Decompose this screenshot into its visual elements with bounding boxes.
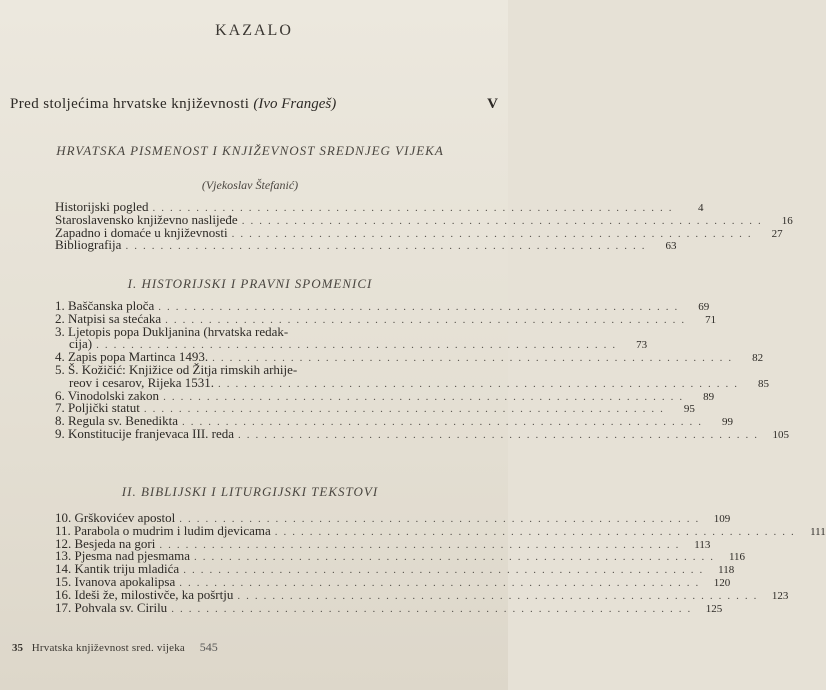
signature-number: 35 xyxy=(12,642,23,654)
preface-title: Pred stoljećima hrvatske književnosti xyxy=(10,96,250,112)
dot-leader: ............................................................ xyxy=(182,416,707,429)
section-author: (Vjekoslav Štefanić) xyxy=(201,178,299,192)
toc-entry-title: Historijski pogled xyxy=(55,199,149,214)
dot-leader: ............................................................ xyxy=(231,227,757,240)
toc-entry-page: 16 xyxy=(781,214,793,227)
toc-entry-page: 125 xyxy=(705,602,723,615)
dot-leader: ............................................................ xyxy=(163,390,689,403)
dot-leader: ............................................................ xyxy=(125,240,651,253)
preface-entry xyxy=(10,96,498,113)
footer-page-number: 545 xyxy=(199,640,218,654)
toc-entry-page: 27 xyxy=(771,227,783,240)
toc-entry-title: 2. Natpisi sa stećaka xyxy=(55,310,162,326)
toc-entry-title: 1. Baščanska ploča xyxy=(55,298,155,313)
toc-list-biblical xyxy=(55,510,826,615)
dot-leader: ............................................................ xyxy=(218,377,743,390)
toc-entry-page: 111 xyxy=(810,525,826,538)
dot-leader: ............................................................ xyxy=(159,538,685,551)
toc-entry-page: 116 xyxy=(728,551,746,564)
dot-leader: ............................................................ xyxy=(241,214,767,227)
dot-leader: ............................................................ xyxy=(179,576,705,589)
toc-entry xyxy=(55,599,723,615)
preface-page: V xyxy=(487,96,498,112)
toc-entry-title: 6. Vinodolski zakon xyxy=(55,387,160,403)
toc-entry-page: 123 xyxy=(771,589,789,602)
toc-entry-title: 8. Regula sv. Benedikta xyxy=(55,413,178,429)
toc-entry-page: 95 xyxy=(683,403,695,416)
section-heading-biblical: II. BIBLIJSKI I LITURGIJSKI TEKSTOVI xyxy=(121,484,379,499)
toc-list-historical xyxy=(55,298,790,441)
toc-entry-title: Staroslavensko književno naslijeđe xyxy=(55,211,238,227)
toc-entry-page: 89 xyxy=(703,390,715,403)
dot-leader: ............................................................ xyxy=(158,301,684,313)
dot-leader: ............................................................ xyxy=(165,313,691,326)
toc-entry xyxy=(55,237,677,253)
toc-entry-title: 7. Poljički statut xyxy=(55,400,140,416)
toc-entry-page: 120 xyxy=(713,576,731,589)
toc-list-intro xyxy=(55,199,793,253)
toc-entry-page: 73 xyxy=(636,339,648,352)
toc-entry-page: 63 xyxy=(665,240,677,253)
toc-entry-title: 15. Ivanova apokalipsa xyxy=(55,573,176,589)
toc-entry-page: 82 xyxy=(752,352,764,365)
section-heading-historical: I. HISTORIJSKI I PRAVNI SPOMENICI xyxy=(127,276,373,291)
toc-entry-title: Zapadno i domaće u književnosti xyxy=(55,224,228,240)
toc-entry-page: 85 xyxy=(758,377,769,390)
dot-leader: ............................................................ xyxy=(237,589,763,602)
toc-entry-page: 105 xyxy=(772,428,790,441)
toc-entry-title: 11. Parabola o mudrim i ludim djevicama xyxy=(55,522,271,538)
toc-entry-page: 113 xyxy=(694,538,711,551)
dot-leader: ............................................................ xyxy=(152,202,678,214)
dot-leader: ............................................................ xyxy=(179,513,705,525)
preface-author: (Ivo Frangeš) xyxy=(253,96,337,112)
toc-entry-title: 13. Pjesma nad pjesmama xyxy=(55,548,191,564)
toc-entry-page: 69 xyxy=(698,301,710,313)
footer-title: Hrvatska književnost sred. vijeka xyxy=(31,642,185,654)
dot-leader: ............................................................ xyxy=(238,428,764,441)
toc-entry-title: 17. Pohvala sv. Cirilu xyxy=(55,599,168,615)
toc-entry-title: Bibliografija xyxy=(55,237,122,253)
toc-entry xyxy=(55,323,439,339)
toc-entry-title: 4. Zapis popa Martinca 1493. xyxy=(55,349,209,365)
toc-entry-title: 5. Š. Kožičić: Knjižice od Žitja rimskih arhije- xyxy=(55,361,298,377)
toc-entry-page: 99 xyxy=(722,416,733,429)
toc-entry-title: 12. Besjeda na gori xyxy=(55,535,156,551)
toc-entry-page: 71 xyxy=(705,313,717,326)
page-title: KAZALO xyxy=(215,22,293,39)
dot-leader: ............................................................ xyxy=(274,525,800,538)
toc-entry-page: 4 xyxy=(698,202,704,214)
toc-entry xyxy=(55,425,790,441)
toc-entry-page: 118 xyxy=(718,564,735,577)
toc-entry-title: 10. Grškovićev apostol xyxy=(55,510,176,525)
dot-leader: ............................................................ xyxy=(212,352,738,365)
dot-leader: ............................................................ xyxy=(183,564,709,577)
toc-entry-title: cija) xyxy=(69,336,93,352)
dot-leader: ............................................................ xyxy=(194,551,720,564)
toc-entry-title: 9. Konstitucije franjevaca III. reda xyxy=(55,425,235,441)
section-heading-medieval: HRVATSKA PISMENOST I KNJIŽEVNOST SREDNJEG VIJEKA xyxy=(56,143,444,158)
dot-leader: ............................................................ xyxy=(171,602,697,615)
toc-entry-title: 14. Kantik triju mladića xyxy=(55,561,180,577)
toc-entry-page: 109 xyxy=(713,513,731,525)
toc-entry-title: 3. Ljetopis popa Dukljanina (hrvatska redak- xyxy=(55,323,289,339)
dot-leader: ............................................................ xyxy=(143,403,669,416)
toc-entry-title: 16. Ideši že, milostivče, ka pošrtju xyxy=(55,586,234,602)
page-footer xyxy=(12,640,218,655)
toc-entry-title: reov i cesarov, Rijeka 1531. xyxy=(69,374,214,390)
dot-leader: ............................................................ xyxy=(96,339,622,352)
